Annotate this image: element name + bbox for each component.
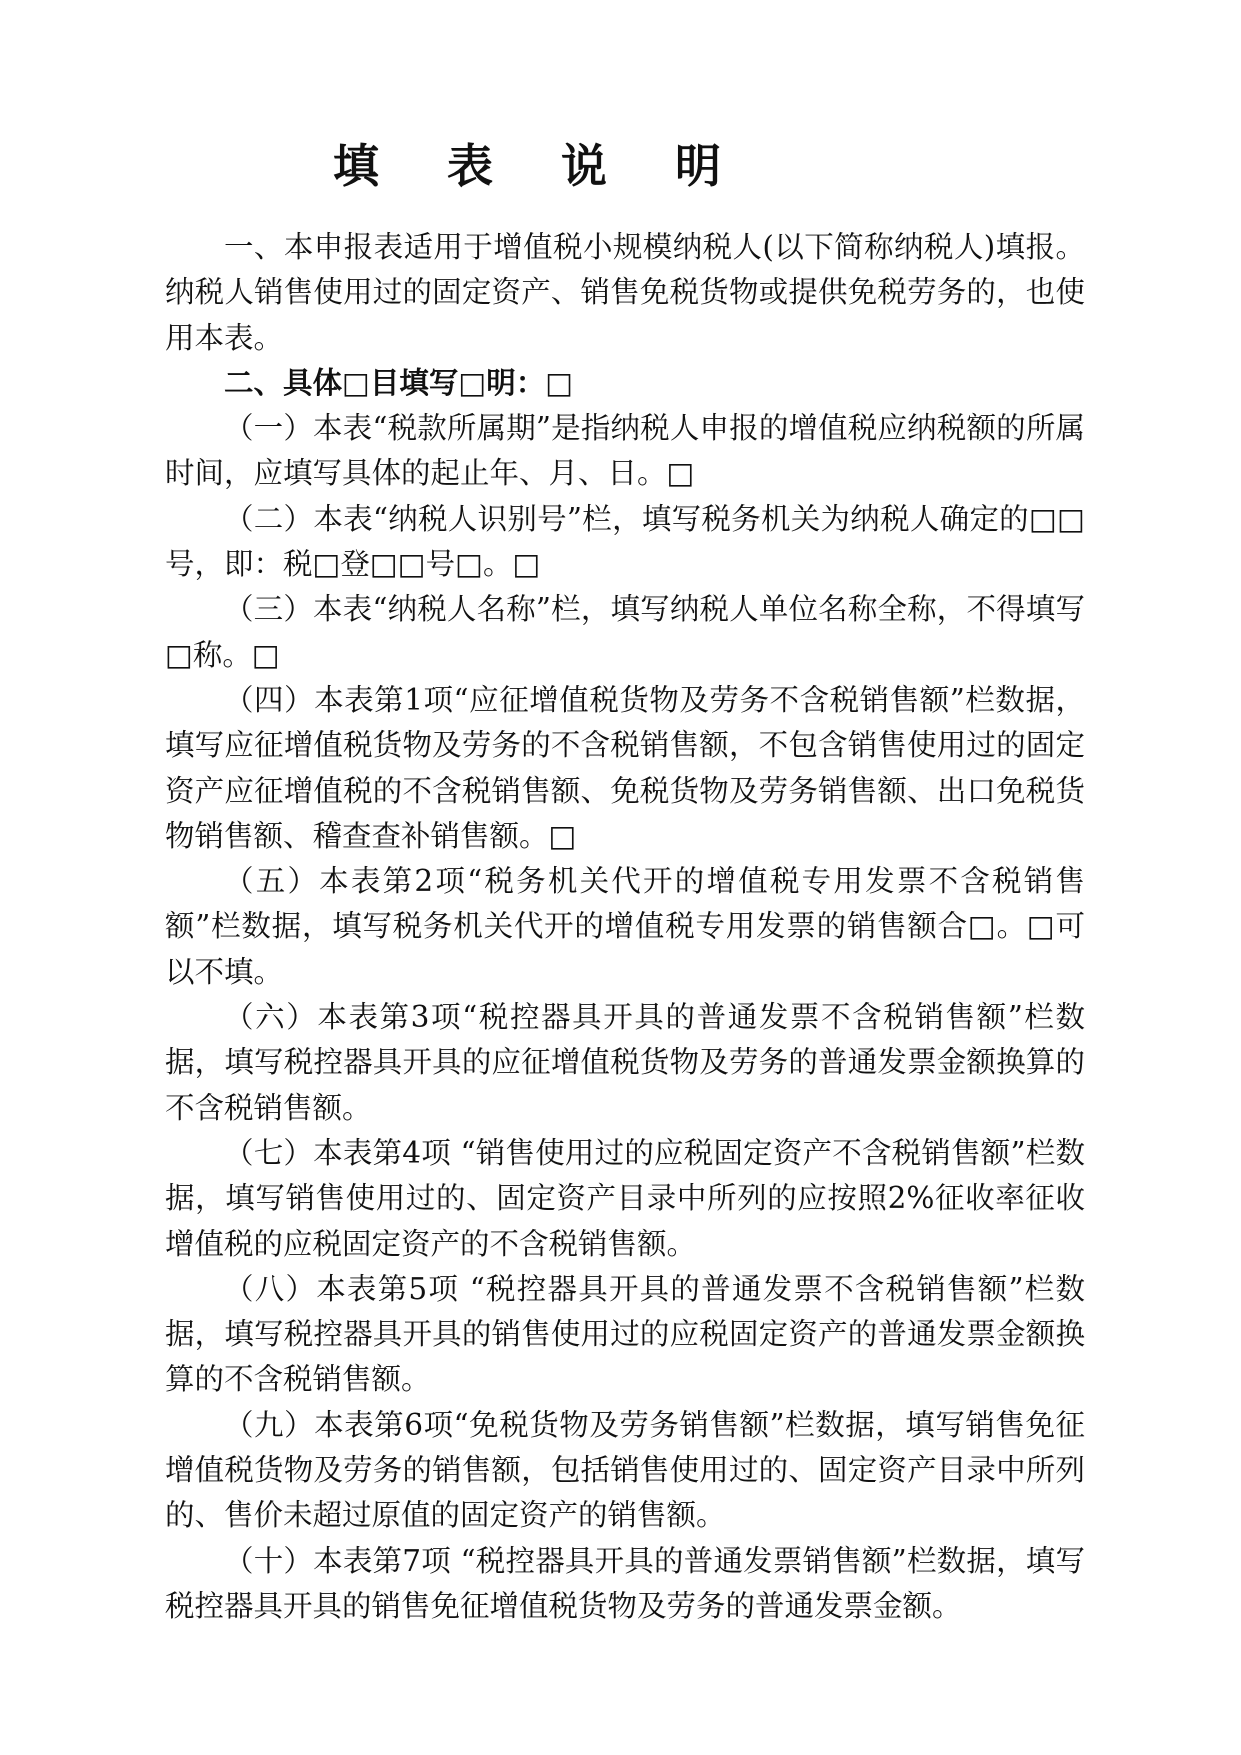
- paragraph-1: [165, 225, 1085, 361]
- item-6-text: （六）本表第3项“税控器具开具的普通发票不含税销售额”栏数据，填写税控器具开具的应征增值税货物及劳务的普通发票金额换算的不含税销售额。: [165, 1000, 1085, 1125]
- item-4-text-tail: 务销售额、出口免税货物销售额、稽查查补销售额。□: [165, 773, 1085, 853]
- item-5: [165, 859, 1085, 995]
- document-body: [165, 225, 1085, 1629]
- item-9-text: （九）本表第6项“免税货物及劳务销售额”栏数据，填写销售免征增值税货物及劳务的销售额，包括销售使用过的、固定资产目录中所列的、售价未超过原值的固定资产的销售额。: [165, 1407, 1085, 1533]
- paragraph-1-text: 一、本申报表适用于增值税小规模纳税人(以下简称纳税人)填报。纳税人销售使用过的固定资产、销售免税货物或提供免税劳务的，也使用本表。: [165, 230, 1085, 355]
- item-3: [165, 587, 1085, 678]
- item-9: [165, 1403, 1085, 1539]
- item-10: [165, 1539, 1085, 1630]
- item-7-text: （七）本表第4项 “销售使用过的应税固定资产不含税销售额”栏数据，填写销售使用过的、固定资产目录中所列的应按照2%征收率征收增值税的应税固定资产的不含税销售额。: [165, 1135, 1085, 1261]
- item-8: [165, 1267, 1085, 1403]
- item-10-text: （十）本表第7项 “税控器具开具的普通发票销售额”栏数据，填写税控器具开具的销售免征增值税货物及劳务的普通发票金额。: [165, 1543, 1085, 1623]
- item-3-text-tail: 不得填写□称。□: [165, 592, 1085, 672]
- item-3-text: （三）本表“纳税人名称”栏，填写纳税人单位名称全称，: [224, 592, 967, 627]
- item-8-text: （八）本表第5项 “税控器具开具的普通发票不含税销售额”栏数据，填写税控器具开具的销售使用过的应税固定资产的普通发票金额换算的不含税销售额。: [165, 1271, 1085, 1397]
- item-2: [165, 497, 1085, 588]
- item-1-text-tail: 额的所属时间，应填写具体的起止年、月、日。□: [165, 411, 1085, 491]
- item-5-text-tail: 合□。□可以不填。: [165, 909, 1085, 989]
- item-7: [165, 1131, 1085, 1267]
- item-5-text: （五）本表第2项“税务机关代开的增值税专用发票不含税销售额”栏数据，填写税务机关代开的增值税专用发票的销售额: [165, 864, 1085, 944]
- section-heading: [165, 361, 1085, 406]
- item-4: [165, 678, 1085, 859]
- item-2-text-tail: 定的□□号，即：税□登□□号□。□: [165, 501, 1085, 582]
- item-2-text: （二）本表“纳税人识别号”栏，填写税务机关为纳税人确: [224, 501, 970, 536]
- item-1: [165, 406, 1085, 497]
- item-4-text: （四）本表第1项“应征增值税货物及劳务不含税销售额”栏数据，填写应征增值税货物及劳务的不含税销售额，不包含销售使用过的固定资产应征增值税的不含税销售额、免税货物及劳: [165, 682, 1085, 808]
- item-6: [165, 995, 1085, 1131]
- section-heading-text: 二、具体□目填写□明：□: [224, 365, 574, 400]
- item-1-text: （一）本表“税款所属期”是指纳税人申报的增值税应纳税: [224, 411, 967, 446]
- document-title: 填 表 说 明: [332, 139, 748, 193]
